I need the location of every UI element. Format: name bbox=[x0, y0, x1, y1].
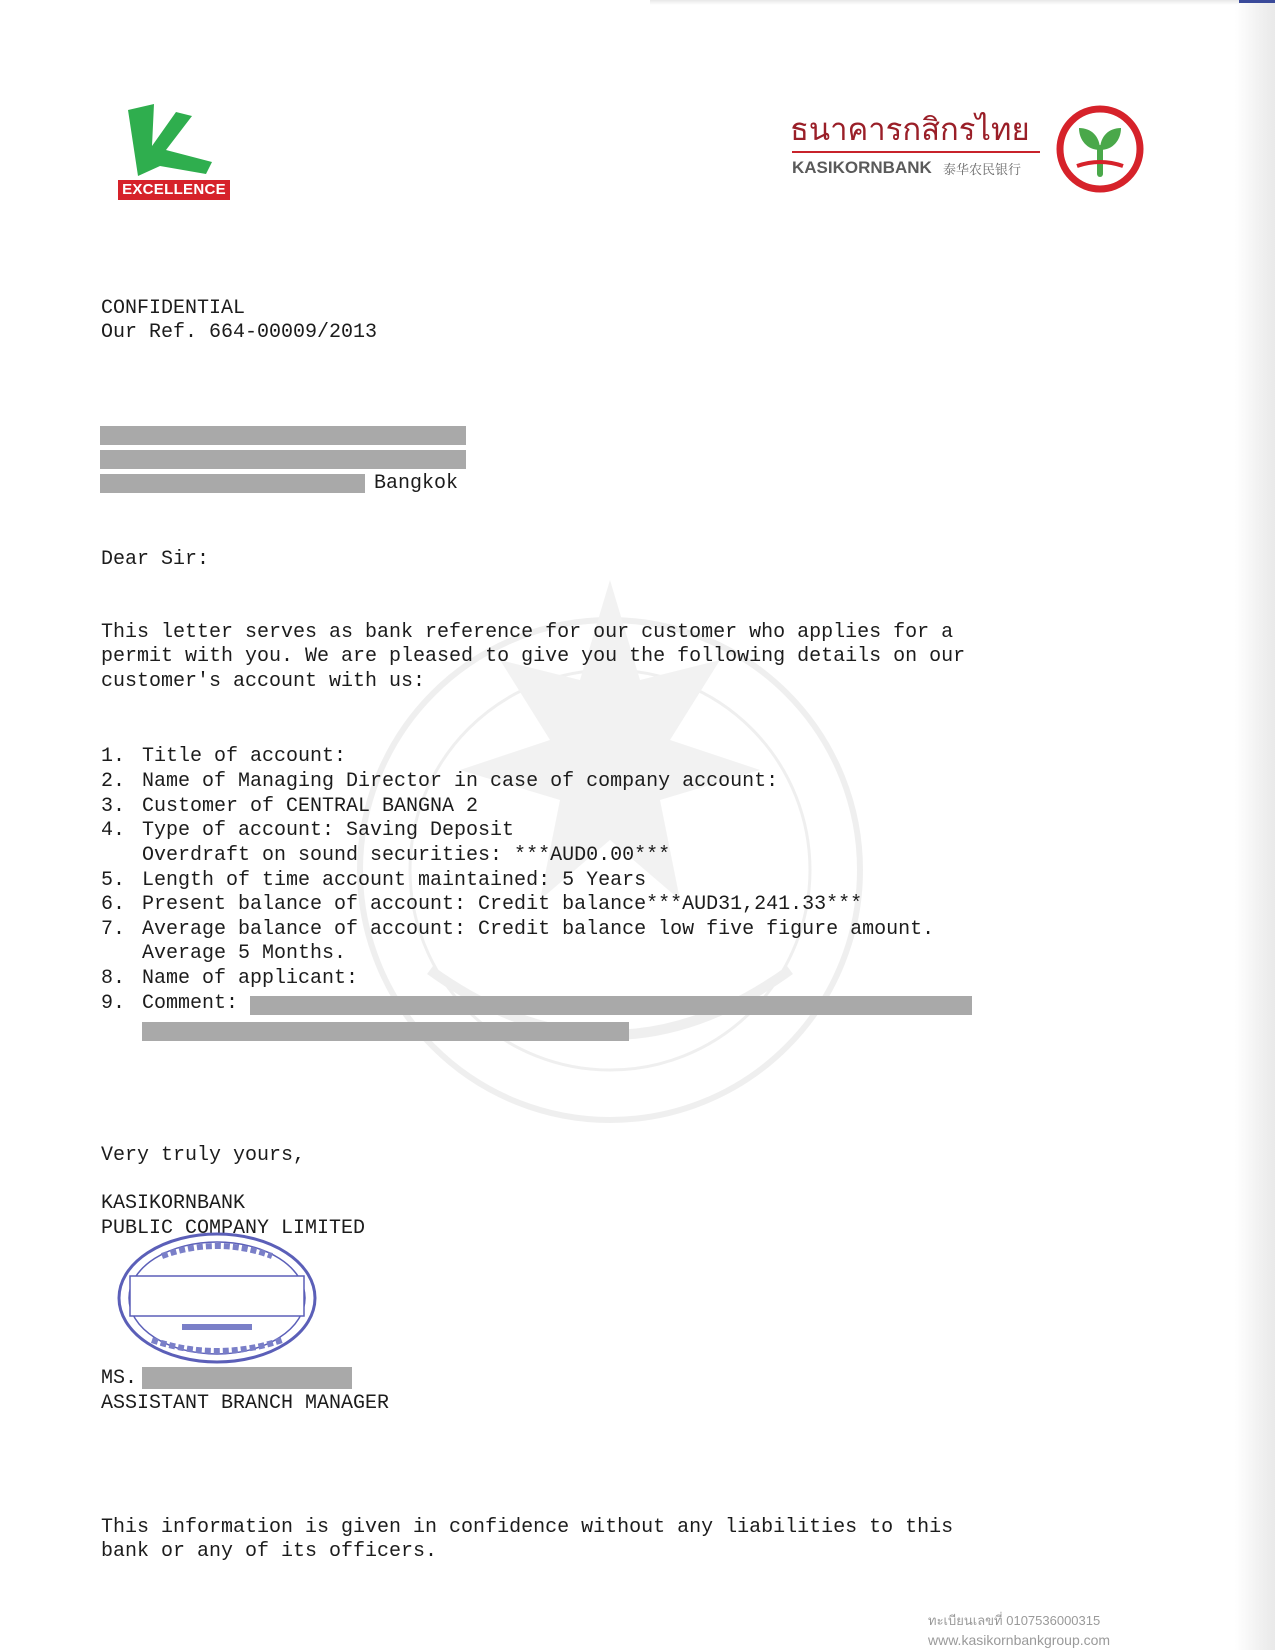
kasikornbank-emblem-icon bbox=[1055, 104, 1145, 194]
detail-text: Name of applicant: bbox=[142, 967, 359, 990]
salutation: Dear Sir: bbox=[101, 548, 210, 571]
detail-text: Average 5 Months. bbox=[142, 942, 347, 965]
intro-line: customer's account with us: bbox=[101, 670, 426, 693]
page-corner-mark bbox=[1239, 0, 1275, 3]
signatory-prefix: MS. bbox=[101, 1367, 138, 1390]
detail-text: Name of Managing Director in case of company account: bbox=[142, 770, 779, 793]
bank-english-name: KASIKORNBANK bbox=[792, 158, 932, 177]
intro-line: This letter serves as bank reference for our customer who applies for a bbox=[101, 621, 954, 644]
detail-number: 6. bbox=[101, 893, 126, 916]
company-name: KASIKORNBANK bbox=[101, 1192, 246, 1215]
signatory-title: ASSISTANT BRANCH MANAGER bbox=[101, 1392, 390, 1415]
detail-text: Title of account: bbox=[142, 745, 347, 768]
detail-text: Length of time account maintained: 5 Years bbox=[142, 869, 647, 892]
excellence-label: EXCELLENCE bbox=[118, 180, 230, 200]
detail-text: Customer of CENTRAL BANGNA 2 bbox=[142, 795, 479, 818]
reference-number: Our Ref. 664-00009/2013 bbox=[101, 321, 378, 344]
intro-line: permit with you. We are pleased to give you the following details on our bbox=[101, 645, 966, 668]
redacted-recipient-district bbox=[100, 474, 365, 493]
disclaimer-line: bank or any of its officers. bbox=[101, 1540, 438, 1563]
address-city: Bangkok bbox=[374, 472, 459, 495]
detail-number: 7. bbox=[101, 918, 126, 941]
redacted-recipient-street bbox=[100, 450, 466, 469]
detail-number: 3. bbox=[101, 795, 126, 818]
page-edge-top bbox=[650, 0, 1240, 5]
detail-text: Average balance of account: Credit balance low five figure amount. bbox=[142, 918, 935, 941]
detail-text: Present balance of account: Credit balance***AUD31,241.33*** bbox=[142, 893, 863, 916]
detail-text: Type of account: Saving Deposit bbox=[142, 819, 515, 842]
bank-thai-name: ธนาคารกสิกรไทย bbox=[790, 112, 1030, 148]
disclaimer-line: This information is given in confidence without any liabilities to this bbox=[101, 1516, 954, 1539]
bank-name-rule bbox=[792, 151, 1040, 153]
bank-stamp-icon bbox=[112, 1228, 322, 1368]
redacted-signatory-name bbox=[142, 1367, 352, 1389]
detail-number: 2. bbox=[101, 770, 126, 793]
bank-chinese-name: 泰华农民银行 bbox=[943, 163, 1022, 178]
detail-text: Comment: bbox=[142, 992, 239, 1015]
detail-text: Overdraft on sound securities: ***AUD0.00*** bbox=[142, 844, 671, 867]
redacted-recipient-name bbox=[100, 426, 466, 445]
footer-registration: ทะเบียนเลขที่ 0107536000315 bbox=[928, 1613, 1101, 1628]
valediction: Very truly yours, bbox=[101, 1144, 306, 1167]
company-name: PUBLIC COMPANY LIMITED bbox=[101, 1217, 366, 1240]
detail-number: 1. bbox=[101, 745, 126, 768]
detail-number: 8. bbox=[101, 967, 126, 990]
page-edge-shadow bbox=[1235, 0, 1275, 1650]
footer-website: www.kasikornbankgroup.com bbox=[928, 1632, 1111, 1648]
detail-number: 5. bbox=[101, 869, 126, 892]
confidential-label: CONFIDENTIAL bbox=[101, 297, 246, 320]
redacted-comment-line bbox=[142, 1022, 629, 1041]
detail-number: 4. bbox=[101, 819, 126, 842]
detail-number: 9. bbox=[101, 992, 126, 1015]
redacted-comment-line bbox=[250, 996, 972, 1015]
